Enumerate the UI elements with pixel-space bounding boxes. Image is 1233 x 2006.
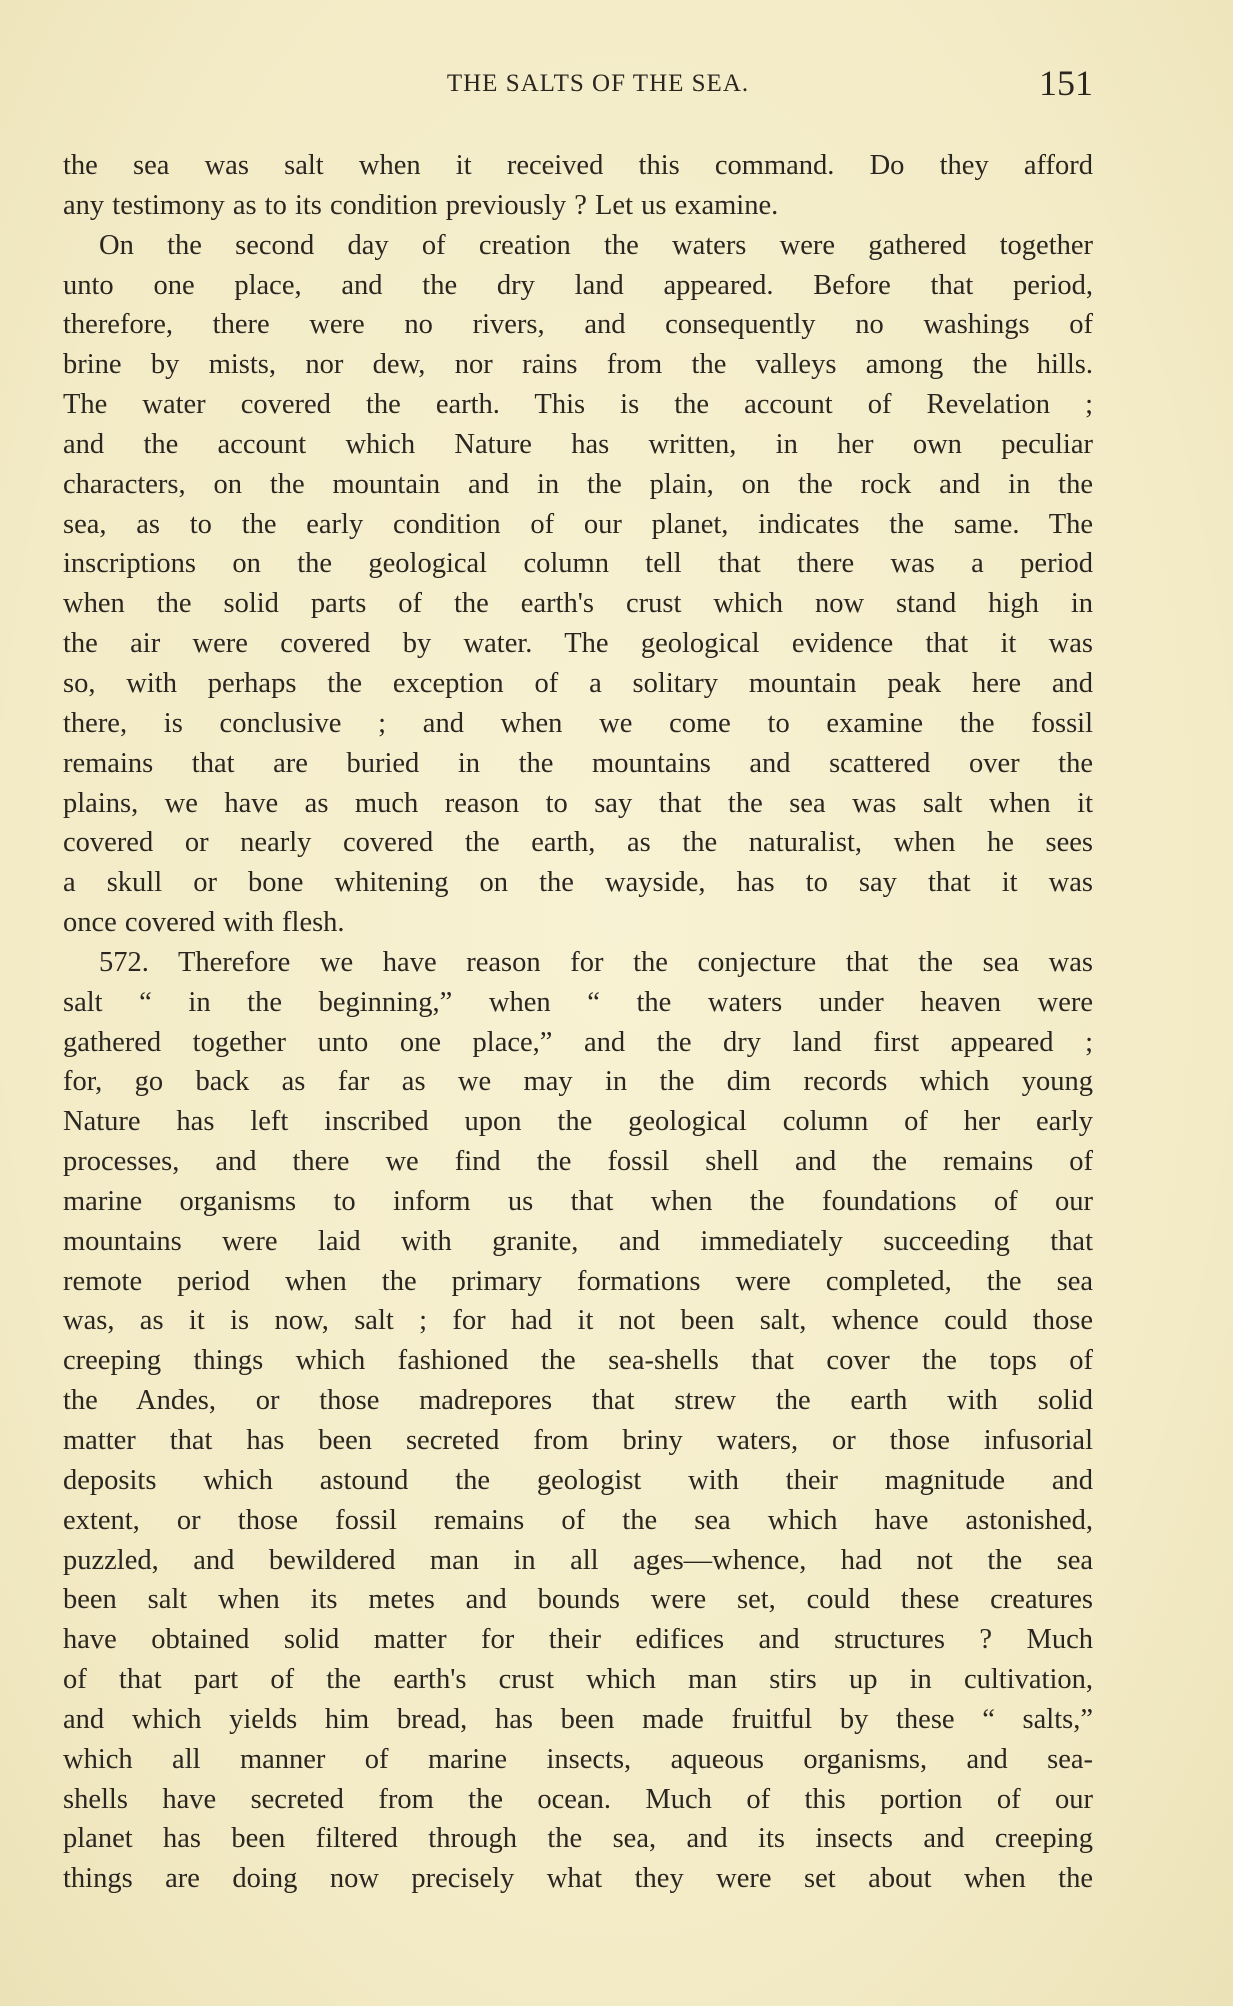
text-line: On the second day of creation the waters were gathered together <box>99 229 1093 261</box>
text-line: so, with perhaps the exception of a solitary mountain peak here and <box>63 667 1093 699</box>
text-line: the sea was salt when it received this command. Do they afford <box>63 150 1093 181</box>
text-line: when the solid parts of the earth's crust which now stand high in <box>63 588 1093 620</box>
text-line: creeping things which fashioned the sea-shells that cover the tops of <box>63 1345 1093 1377</box>
text-line: planet has been filtered through the sea, and its insects and creeping <box>63 1823 1093 1855</box>
text-line: sea, as to the early condition of our planet, indicates the same. The <box>63 508 1093 540</box>
text-line: characters, on the mountain and in the plain, on the rock and in the <box>63 468 1093 500</box>
text-line: plains, we have as much reason to say that the sea was salt when it <box>63 787 1093 819</box>
text-line: of that part of the earth's crust which man stirs up in cultivation, <box>63 1664 1093 1696</box>
text-line: mountains were laid with granite, and immediately succeeding that <box>63 1225 1093 1257</box>
text-line: the Andes, or those madrepores that strew the earth with solid <box>63 1385 1093 1417</box>
text-line: things are doing now precisely what they were set about when the <box>63 1863 1093 1895</box>
text-line: 572. Therefore we have reason for the conjecture that the sea was <box>99 946 1093 978</box>
text-line: remains that are buried in the mountains and scattered over the <box>63 747 1093 779</box>
text-line: a skull or bone whitening on the wayside, has to say that it was <box>63 867 1093 899</box>
text-line: marine organisms to inform us that when the foundations of our <box>63 1185 1093 1217</box>
text-line: for, go back as far as we may in the dim records which young <box>63 1066 1093 1098</box>
text-line: brine by mists, nor dew, nor rains from the valleys among the hills. <box>63 349 1093 381</box>
text-line: puzzled, and bewildered man in all ages—whence, had not the sea <box>63 1544 1093 1576</box>
text-line: shells have secreted from the ocean. Much of this portion of our <box>63 1783 1093 1815</box>
text-line: matter that has been secreted from briny waters, or those infusorial <box>63 1425 1093 1456</box>
text-line: unto one place, and the dry land appeared. Before that period, <box>63 269 1093 301</box>
text-line: and the account which Nature has written, in her own peculiar <box>63 428 1093 460</box>
page-number: 151 <box>1039 63 1093 103</box>
text-line: salt “ in the beginning,” when “ the waters under heaven were <box>63 986 1093 1018</box>
text-line: and which yields him bread, has been made fruitful by these “ salts,” <box>63 1703 1093 1735</box>
text-line: have obtained solid matter for their edifices and structures ? Much <box>63 1624 1093 1656</box>
text-line: any testimony as to its condition previously ? Let us examine. <box>63 189 779 221</box>
page-header <box>63 62 1093 106</box>
running-title: THE SALTS OF THE SEA. <box>446 70 750 97</box>
text-line: deposits which astound the geologist with their magnitude and <box>63 1464 1093 1496</box>
text-line: inscriptions on the geological column tell that there was a period <box>63 548 1093 580</box>
text-line: Nature has left inscribed upon the geological column of her early <box>63 1106 1093 1138</box>
text-line: was, as it is now, salt ; for had it not been salt, whence could those <box>63 1305 1093 1337</box>
text-line: remote period when the primary formations were completed, the sea <box>63 1265 1093 1297</box>
body-text <box>63 146 1093 1899</box>
text-line: therefore, there were no rivers, and consequently no washings of <box>63 309 1093 341</box>
text-line: the air were covered by water. The geological evidence that it was <box>63 628 1093 660</box>
text-line: been salt when its metes and bounds were set, could these creatures <box>63 1584 1093 1616</box>
text-line: The water covered the earth. This is the account of Revelation ; <box>63 389 1093 421</box>
text-line: gathered together unto one place,” and the dry land first appeared ; <box>63 1026 1093 1058</box>
text-line: once covered with flesh. <box>63 907 345 939</box>
text-line: extent, or those fossil remains of the sea which have astonished, <box>63 1504 1093 1536</box>
text-line: covered or nearly covered the earth, as the naturalist, when he sees <box>63 827 1093 859</box>
text-line: processes, and there we find the fossil shell and the remains of <box>63 1146 1093 1178</box>
text-line: which all manner of marine insects, aqueous organisms, and sea- <box>63 1743 1093 1775</box>
text-line: there, is conclusive ; and when we come to examine the fossil <box>63 707 1093 739</box>
